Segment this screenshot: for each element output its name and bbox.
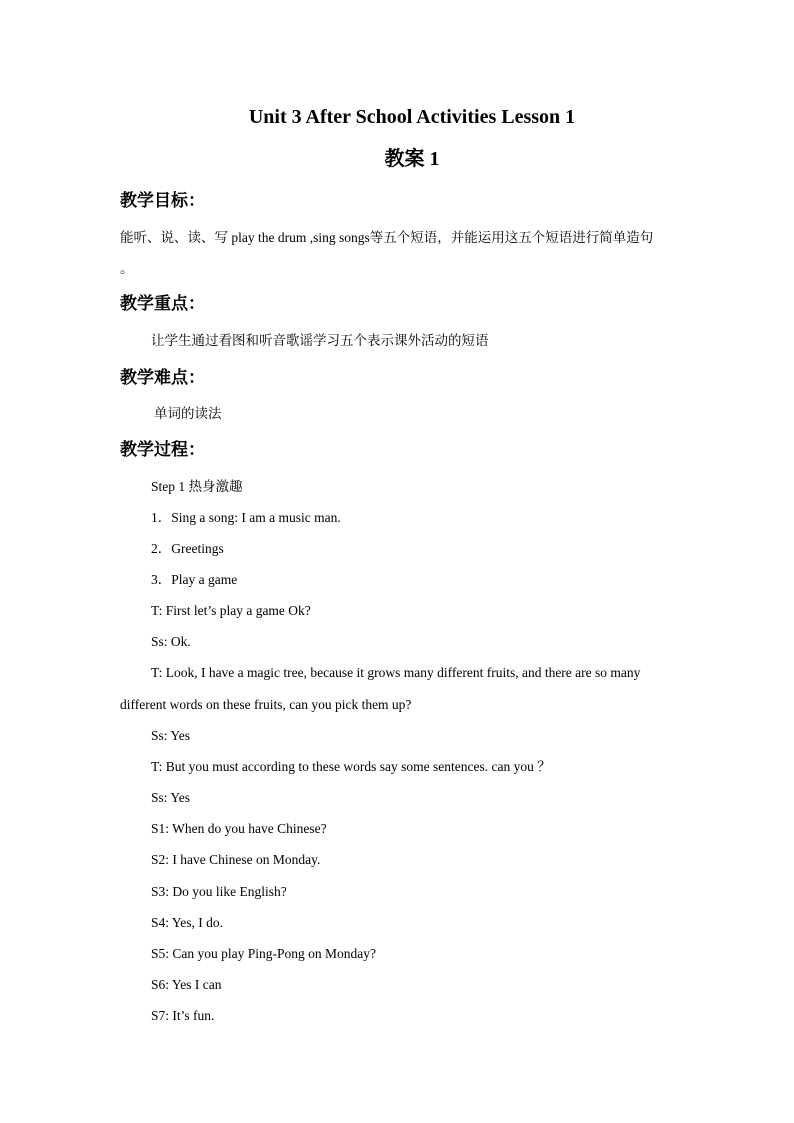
process-line: T: First let’s play a game Ok? bbox=[151, 603, 311, 618]
process-line: S2: I have Chinese on Monday. bbox=[151, 852, 321, 867]
key-points-text: 让学生通过看图和听音歌谣学习五个表示课外活动的短语 bbox=[151, 333, 489, 348]
process-line: Ss: Ok. bbox=[151, 634, 191, 649]
process-line: 2．Greetings bbox=[151, 541, 224, 556]
difficulties-text: 单词的读法 bbox=[154, 406, 222, 421]
process-line: S4: Yes, I do. bbox=[151, 915, 224, 930]
process-line: S6: Yes I can bbox=[151, 977, 222, 992]
process-line: different words on these fruits, can you pick them up? bbox=[120, 697, 412, 712]
process-line: S1: When do you have Chinese? bbox=[151, 821, 327, 836]
process-line: Step 1 热身激趣 bbox=[151, 479, 243, 494]
objectives-text-line1: 能听、说、读、写 play the drum ,sing songs等五个短语，并能运用这五个短语进行简单造句 bbox=[120, 230, 654, 245]
objectives-text-line2: 。 bbox=[120, 261, 134, 276]
objectives-heading: 教学目标： bbox=[120, 191, 205, 210]
process-line: T: But you must according to these words say some sentences. can you ？ bbox=[151, 759, 551, 774]
process-line: Ss: Yes bbox=[151, 728, 191, 743]
process-line: S3: Do you like English? bbox=[151, 884, 287, 899]
key-points-heading: 教学重点： bbox=[120, 294, 205, 313]
difficulties-heading: 教学难点： bbox=[120, 368, 205, 387]
document-subtitle: 教案 1 bbox=[384, 148, 440, 170]
process-line: 1．Sing a song: I am a music man. bbox=[151, 510, 341, 525]
process-line: S5: Can you play Ping-Pong on Monday? bbox=[151, 946, 376, 961]
process-line: T: Look, I have a magic tree, because it grows many different fruits, and there are so many bbox=[151, 665, 641, 680]
process-line: 3．Play a game bbox=[151, 572, 238, 587]
document-title: Unit 3 After School Activities Lesson 1 bbox=[248, 106, 576, 128]
process-heading: 教学过程： bbox=[120, 440, 205, 459]
process-line: Ss: Yes bbox=[151, 790, 191, 805]
process-line: S7: It’s fun. bbox=[151, 1008, 215, 1023]
